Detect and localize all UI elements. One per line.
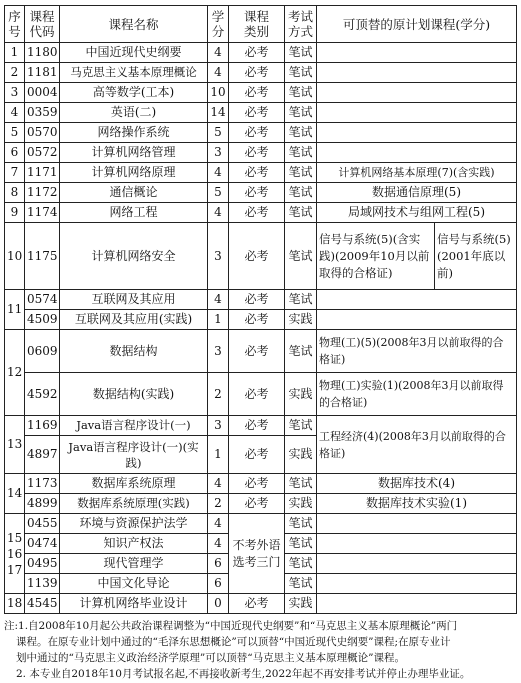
- cell-replace: 工程经济(4)(2008年3月以前取得的合格证): [317, 416, 517, 474]
- cell-credit: 4: [208, 43, 229, 63]
- header-seq: 序 号: [5, 6, 25, 43]
- table-row: [5, 494, 517, 514]
- cell-category: 必考: [229, 163, 285, 183]
- cell-code: 4592: [25, 373, 60, 416]
- cell-exam: 笔试: [285, 163, 317, 183]
- footnotes: [4, 618, 518, 682]
- cell-credit: 4: [208, 534, 229, 554]
- cell-replace-split: [317, 223, 517, 290]
- cell-category: 必考: [229, 330, 285, 373]
- cell-code: 1180: [25, 43, 60, 63]
- cell-replace-b: 信号与系统(5)(2001年底以前): [437, 231, 511, 280]
- cell-name: 网络工程: [60, 203, 208, 223]
- table-row: [5, 290, 517, 310]
- cell-code: 0572: [25, 143, 60, 163]
- cell-category: 必考: [229, 594, 285, 614]
- cell-category: 必考: [229, 416, 285, 436]
- table-row: [5, 143, 517, 163]
- cell-exam: 笔试: [285, 123, 317, 143]
- table-row: [5, 310, 517, 330]
- cell-credit: 3: [208, 223, 229, 290]
- cell-code: 1172: [25, 183, 60, 203]
- cell-credit: 4: [208, 290, 229, 310]
- cell-credit: 6: [208, 574, 229, 594]
- cell-exam: 笔试: [285, 534, 317, 554]
- cell-name: 高等数学(工本): [60, 83, 208, 103]
- cell-seq: 12: [5, 330, 25, 416]
- cell-exam: 笔试: [285, 514, 317, 534]
- cell-credit: 4: [208, 514, 229, 534]
- cell-credit: 10: [208, 83, 229, 103]
- cell-name: 中国近现代史纲要: [60, 43, 208, 63]
- cell-credit: 4: [208, 163, 229, 183]
- header-category: 课程 类别: [229, 6, 285, 43]
- cell-replace: 数据库技术实验(1): [317, 494, 517, 514]
- cell-name: 网络操作系统: [60, 123, 208, 143]
- cell-code: 1139: [25, 574, 60, 594]
- cell-category: 必考: [229, 436, 285, 474]
- cell-name: 计算机网络管理: [60, 143, 208, 163]
- cell-exam: 笔试: [285, 203, 317, 223]
- cell-replace: [317, 594, 517, 614]
- cell-category: 必考: [229, 474, 285, 494]
- cell-exam: 笔试: [285, 103, 317, 123]
- cell-exam: 笔试: [285, 83, 317, 103]
- header-code: 课程 代码: [25, 6, 60, 43]
- table-row: [5, 183, 517, 203]
- cell-replace-a: 信号与系统(5)(含实践)(2009年10月以前取得的合格证): [317, 223, 435, 289]
- cell-code: 1173: [25, 474, 60, 494]
- cell-category: 必考: [229, 63, 285, 83]
- cell-replace: [317, 123, 517, 143]
- cell-replace: 物理(工)实验(1)(2008年3月以前取得的合格证): [317, 373, 517, 416]
- cell-exam: 笔试: [285, 43, 317, 63]
- cell-seq: 5: [5, 123, 25, 143]
- cell-category: 必考: [229, 494, 285, 514]
- cell-code: 4897: [25, 436, 60, 474]
- cell-code: 0570: [25, 123, 60, 143]
- cell-replace: [317, 83, 517, 103]
- cell-name: 英语(二): [60, 103, 208, 123]
- cell-code: 4545: [25, 594, 60, 614]
- cell-exam: 笔试: [285, 63, 317, 83]
- cell-code: 1175: [25, 223, 60, 290]
- cell-name: 计算机网络安全: [60, 223, 208, 290]
- cell-replace: 物理(工)(5)(2008年3月以前取得的合格证): [317, 330, 517, 373]
- table-row: [5, 330, 517, 373]
- cell-replace: [317, 554, 517, 574]
- cell-name: 数据库系统原理(实践): [60, 494, 208, 514]
- table-row: [5, 163, 517, 183]
- cell-replace: 计算机网络基本原理(7)(含实践): [317, 163, 517, 183]
- cell-code: 1181: [25, 63, 60, 83]
- cell-replace: [317, 534, 517, 554]
- cell-seq: 6: [5, 143, 25, 163]
- table-row: [5, 373, 517, 416]
- cell-replace: [317, 63, 517, 83]
- cell-seq: 11: [5, 290, 25, 330]
- cell-name: 数据结构(实践): [60, 373, 208, 416]
- table-row: [5, 63, 517, 83]
- table-row: [5, 223, 517, 290]
- seq-17: 17: [7, 562, 23, 577]
- cell-code: 0574: [25, 290, 60, 310]
- cell-category: 必考: [229, 123, 285, 143]
- cell-category: 必考: [229, 310, 285, 330]
- course-plan-table: [4, 5, 517, 614]
- cell-exam: 笔试: [285, 143, 317, 163]
- cell-name: 环境与资源保护法学: [60, 514, 208, 534]
- cell-replace: [317, 514, 517, 534]
- cell-seq: 9: [5, 203, 25, 223]
- cell-name: 计算机网络毕业设计: [60, 594, 208, 614]
- cell-exam: 笔试: [285, 223, 317, 290]
- table-header-row: [5, 6, 517, 43]
- table-row: [5, 103, 517, 123]
- cell-seq: 14: [5, 474, 25, 514]
- cell-credit: 3: [208, 143, 229, 163]
- cell-exam: 笔试: [285, 474, 317, 494]
- cell-code: 0359: [25, 103, 60, 123]
- cell-replace: [317, 103, 517, 123]
- cell-exam: 实践: [285, 436, 317, 474]
- seq-15: 15: [7, 530, 23, 545]
- cell-credit: 1: [208, 436, 229, 474]
- header-exam: 考试 方式: [285, 6, 317, 43]
- cell-replace: [317, 290, 517, 310]
- cell-exam: 笔试: [285, 290, 317, 310]
- cell-name: 马克思主义基本原理概论: [60, 63, 208, 83]
- cell-code: 0495: [25, 554, 60, 574]
- cell-code: 1171: [25, 163, 60, 183]
- cell-exam: 实践: [285, 594, 317, 614]
- cell-seq-group: [5, 514, 25, 594]
- cell-exam: 实践: [285, 310, 317, 330]
- cell-credit: 5: [208, 183, 229, 203]
- cell-seq: 3: [5, 83, 25, 103]
- cell-seq: 7: [5, 163, 25, 183]
- note-2: 2. 本专业自2018年10月考试报名起,不再接收新考生,2022年起不再安排考试并停止办理毕业证。: [16, 668, 471, 680]
- table-row: [5, 83, 517, 103]
- cell-credit: 4: [208, 203, 229, 223]
- cell-replace: 数据库技术(4): [317, 474, 517, 494]
- cell-category: 必考: [229, 103, 285, 123]
- cell-category: 必考: [229, 183, 285, 203]
- note-1-line-3: 划中通过的“马克思主义政治经济学原理”可以顶替“马克思主义基本原理概论”课程。: [16, 652, 405, 664]
- cell-category: 必考: [229, 43, 285, 63]
- cell-replace: [317, 143, 517, 163]
- cell-exam: 实践: [285, 494, 317, 514]
- cell-seq: 13: [5, 416, 25, 474]
- cell-name: 互联网及其应用(实践): [60, 310, 208, 330]
- table-row: [5, 474, 517, 494]
- header-name: 课程名称: [60, 6, 208, 43]
- cell-code: 1169: [25, 416, 60, 436]
- cell-seq: 18: [5, 594, 25, 614]
- cell-seq: 8: [5, 183, 25, 203]
- cell-name: Java语言程序设计(一): [60, 416, 208, 436]
- cell-replace: 局域网技术与组网工程(5): [317, 203, 517, 223]
- cell-name: 互联网及其应用: [60, 290, 208, 310]
- note-1-line-2: 课程。在原专业计划中通过的“毛泽东思想概论”可以顶替“中国近现代史纲要”课程;在原专业计: [16, 636, 451, 648]
- table-row: [5, 416, 517, 436]
- cell-category: 必考: [229, 290, 285, 310]
- cell-name: 现代管理学: [60, 554, 208, 574]
- header-replace: 可顶替的原计划课程(学分): [317, 6, 517, 43]
- cell-credit: 6: [208, 554, 229, 574]
- cell-name: 中国文化导论: [60, 574, 208, 594]
- cell-seq: 1: [5, 43, 25, 63]
- cell-seq: 10: [5, 223, 25, 290]
- cell-seq: 2: [5, 63, 25, 83]
- cell-code: 4899: [25, 494, 60, 514]
- table-row: [5, 514, 517, 534]
- cell-credit: 0: [208, 594, 229, 614]
- header-credit: 学 分: [208, 6, 229, 43]
- cell-exam: 笔试: [285, 416, 317, 436]
- cell-name: 知识产权法: [60, 534, 208, 554]
- cell-name: 数据结构: [60, 330, 208, 373]
- cell-name: 通信概论: [60, 183, 208, 203]
- cell-name: 数据库系统原理: [60, 474, 208, 494]
- cell-code: 0004: [25, 83, 60, 103]
- cell-exam: 笔试: [285, 183, 317, 203]
- cell-category: 必考: [229, 83, 285, 103]
- cell-code: 0609: [25, 330, 60, 373]
- cell-credit: 1: [208, 310, 229, 330]
- cell-exam: 笔试: [285, 554, 317, 574]
- cell-credit: 3: [208, 330, 229, 373]
- cell-name: 计算机网络原理: [60, 163, 208, 183]
- cell-replace: [317, 43, 517, 63]
- cell-category: 必考: [229, 143, 285, 163]
- table-row: [5, 123, 517, 143]
- cell-name: Java语言程序设计(一)(实践): [60, 436, 208, 474]
- cell-exam: 笔试: [285, 330, 317, 373]
- cell-exam: 笔试: [285, 574, 317, 594]
- cell-code: 4509: [25, 310, 60, 330]
- cell-code: 0474: [25, 534, 60, 554]
- cell-credit: 5: [208, 123, 229, 143]
- cell-replace: 数据通信原理(5): [317, 183, 517, 203]
- cell-seq: 4: [5, 103, 25, 123]
- table-row: [5, 594, 517, 614]
- cell-replace: [317, 310, 517, 330]
- cell-category: 必考: [229, 203, 285, 223]
- note-1-line-1: 注:1.自2008年10月起公共政治课程调整为“中国近现代史纲要”和“马克思主义基本原理概论”两门: [4, 620, 458, 632]
- table-row: [5, 203, 517, 223]
- cell-code: 1174: [25, 203, 60, 223]
- cell-category: 必考: [229, 373, 285, 416]
- cell-code: 0455: [25, 514, 60, 534]
- cell-credit: 3: [208, 416, 229, 436]
- cell-credit: 14: [208, 103, 229, 123]
- cell-credit: 2: [208, 494, 229, 514]
- cell-category: 不考外语选考三门: [229, 514, 285, 594]
- cell-credit: 4: [208, 63, 229, 83]
- cell-category: 必考: [229, 223, 285, 290]
- cell-credit: 2: [208, 373, 229, 416]
- cell-exam: 实践: [285, 373, 317, 416]
- seq-16: 16: [7, 546, 23, 561]
- table-row: [5, 43, 517, 63]
- cell-replace: [317, 574, 517, 594]
- cell-credit: 4: [208, 474, 229, 494]
